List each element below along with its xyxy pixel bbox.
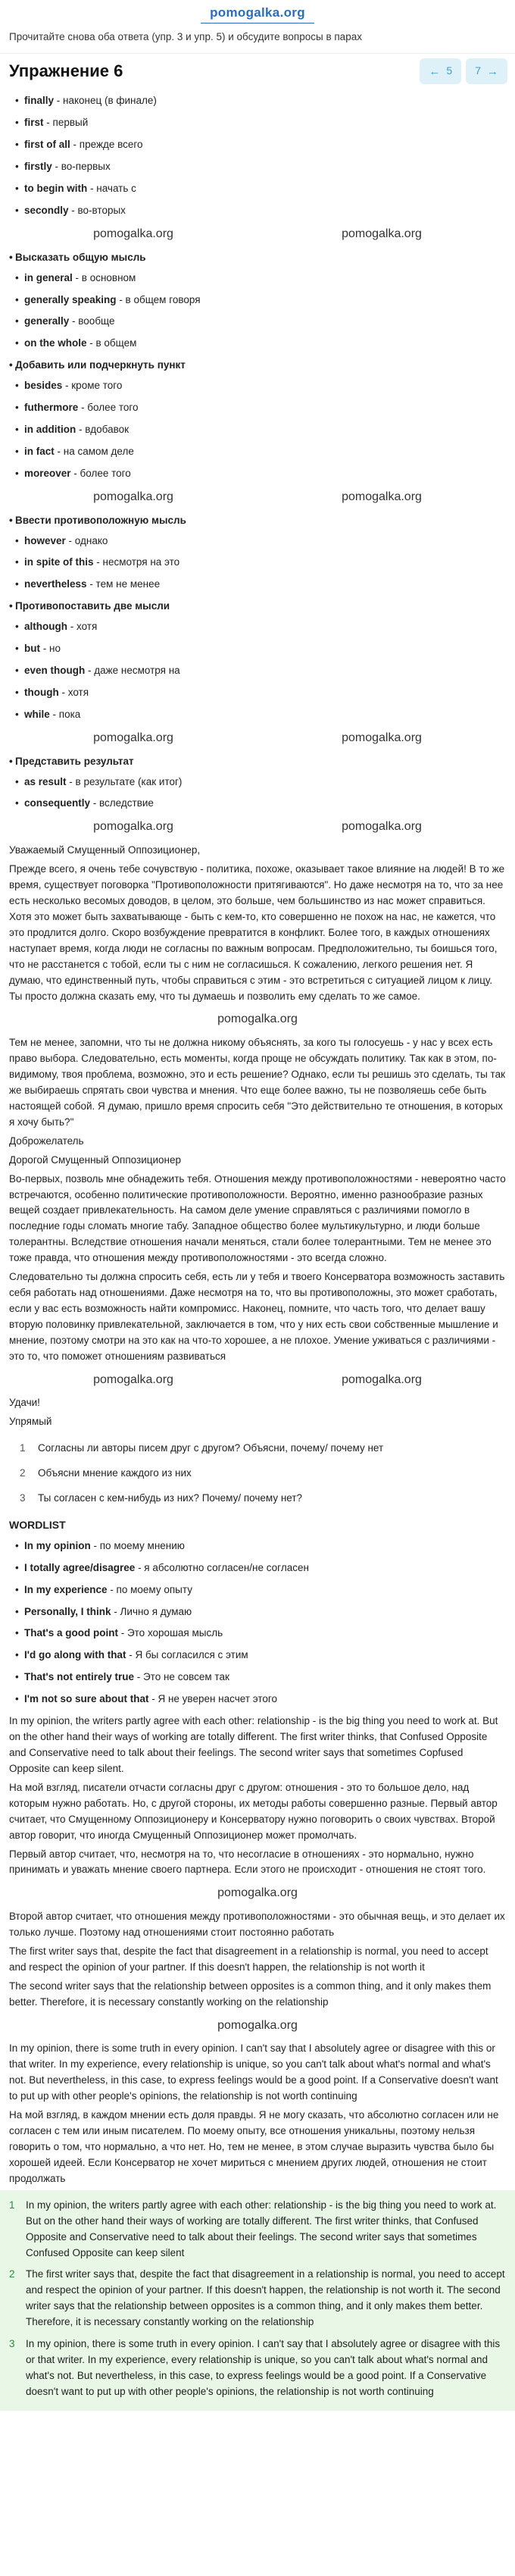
phrase-term: on the whole bbox=[24, 337, 87, 349]
answer-summary-item bbox=[9, 2264, 506, 2333]
watermark: pomogalka.org bbox=[93, 490, 173, 503]
wordlist-term: I'm not so sure about that bbox=[24, 1693, 149, 1705]
exercise-header bbox=[0, 53, 515, 90]
phrase-term: generally bbox=[24, 315, 70, 327]
wordlist-translation: - Я не уверен насчет этого bbox=[148, 1693, 278, 1705]
phrase-translation: - во-вторых bbox=[68, 204, 126, 216]
phrase-translation: - прежде всего bbox=[70, 139, 143, 151]
wordlist-item bbox=[24, 1667, 506, 1689]
watermark: pomogalka.org bbox=[342, 1373, 422, 1386]
phrase-item bbox=[24, 112, 506, 134]
phrase-translation: - начать с bbox=[87, 183, 136, 195]
answer-summary-item bbox=[9, 2195, 506, 2265]
question-text: Объясни мнение каждого из них bbox=[38, 1467, 192, 1479]
phrase-term: consequently bbox=[24, 797, 91, 809]
letter-2-tag: Упрямый bbox=[9, 1416, 52, 1428]
phrase-term: secondly bbox=[24, 204, 69, 216]
phrase-group-heading: • Противопоставить две мысли bbox=[9, 596, 506, 616]
phrase-term: however bbox=[24, 534, 66, 546]
phrase-item bbox=[24, 463, 506, 485]
letter-1-paragraph: Прежде всего, я очень тебе сочувствую - политика, похоже, оказывает такое влияние на людей! В то же время, существует поговорка "Противоположности притягиваются". Но даже несмотря на то, что за нее есть несколько весомых доводов, в целом, это больше, чем большинство из нас может справиться. Хотя это может быть захватывающе - быть с кем-то, кто совершенно не похож на нас, не кажется, что это продлится долго. Скоро возбуждение превратится в конфликт. Более того, в каждых отношениях наступает время, когда люди не согласны по важным вопросам. Предположительно, ты боишься того, что не расстанется с тобой, если ты с ним не согласишься. К сожалению, легкого решения нет. Я думаю, что единственный путь, чтобы справиться с этим - это встретиться с ситуацией лицом к лицу. Ты просто должна сказать ему, что ты думаешь и позволить ему сделать то же самое. bbox=[9, 863, 505, 1002]
phrase-translation: - однако bbox=[65, 534, 108, 546]
answer-summary-box bbox=[0, 2190, 515, 2411]
watermark: pomogalka.org bbox=[342, 731, 422, 744]
letter-1-greeting: Уважаемый Смущенный Оппозиционер, bbox=[9, 844, 201, 856]
wordlist-term: That's a good point bbox=[24, 1627, 118, 1639]
phrase-term: finally bbox=[24, 95, 55, 107]
letter-2-greeting: Дорогой Смущенный Оппозиционер bbox=[9, 1153, 182, 1166]
answer-summary-text: In my opinion, there is some truth in every opinion. I can't say that I absolutely agree or disagree with this or that writer. In my experience, every relationship is unique, so you can't talk about what's normal and what's not. But nevertheless, in this case, to express feelings would be a good point. If a Conservative doesn't want to put up with other people's opinions, the relationship is not worth continuing bbox=[26, 2338, 501, 2397]
watermark: pomogalka.org bbox=[217, 1886, 298, 1900]
phrase-item bbox=[24, 660, 506, 682]
answer-summary-text: In my opinion, the writers partly agree with each other: relationship - is the big thing you need to work at. But on the other hand their ways of working are totally different. The first writer thinks, that Confused Opposite and Conservative need to talk about their feelings. The second writer says that sometimes Confused Opposite can keep silent bbox=[26, 2199, 497, 2258]
phrase-list bbox=[9, 90, 506, 222]
phrase-translation: - вследствие bbox=[90, 797, 154, 809]
phrase-term: although bbox=[24, 621, 67, 633]
watermark-row bbox=[9, 726, 506, 751]
arrow-right-icon: → bbox=[487, 64, 498, 78]
phrase-translation: - кроме того bbox=[62, 380, 123, 392]
wordlist bbox=[9, 1535, 506, 1711]
phrase-translation: - во-первых bbox=[52, 161, 111, 173]
answers bbox=[9, 1714, 506, 2187]
phrase-item bbox=[24, 616, 506, 638]
wordlist-translation: - Лично я думаю bbox=[111, 1605, 192, 1617]
watermark: pomogalka.org bbox=[93, 731, 173, 744]
answer-paragraph: Второй автор считает, что отношения между противоположностями - это обычная вещь, и это делает их только лучше. Поэтому над отношениями стоит постоянно работать bbox=[9, 1911, 505, 1939]
phrase-item bbox=[24, 200, 506, 222]
phrase-translation: - более того bbox=[78, 402, 139, 414]
watermark-row bbox=[9, 1007, 506, 1032]
watermark: pomogalka.org bbox=[342, 490, 422, 503]
phrase-term: firstly bbox=[24, 161, 52, 173]
answer-summary-number: 1 bbox=[9, 2199, 15, 2211]
phrase-term: as result bbox=[24, 775, 67, 787]
phrase-translation: - на самом деле bbox=[54, 445, 134, 457]
phrase-group-heading: • Добавить или подчеркнуть пункт bbox=[9, 355, 506, 375]
prev-exercise-button[interactable] bbox=[420, 58, 461, 84]
phrase-term: first bbox=[24, 117, 44, 129]
phrase-translation: - в результате (как итог) bbox=[66, 775, 183, 787]
phrase-term: but bbox=[24, 643, 40, 655]
phrase-translation: - первый bbox=[43, 117, 89, 129]
question-text: Согласны ли авторы писем друг с другом? Объясни, почему/ почему нет bbox=[38, 1442, 384, 1454]
page-title: Упражнение 6 bbox=[9, 61, 123, 81]
phrase-item bbox=[24, 704, 506, 726]
phrase-item bbox=[24, 574, 506, 596]
watermark: pomogalka.org bbox=[93, 227, 173, 240]
answer-summary-text: The first writer says that, despite the fact that disagreement in a relationship is normal, you need to accept and respect the opinion of your partner. If this doesn't happen, the relationship is not worth it. The second writer says that the relationship between opposites is a common thing, and it only makes them better. Therefore, it is necessary constantly working on the relationship bbox=[26, 2268, 505, 2328]
prev-exercise-label: 5 bbox=[446, 64, 453, 77]
letter-2-paragraph: Во-первых, позволь мне обнадежить тебя. Отношения между противоположностями - невероятно часто встречаются, особенно политические противоположности. Вероятно, именно разнообразие разных вещей создает привлекательность. На самом деле умение справляться с различиями помогло в последние годы сломать многие табу. Западное общество более мультикультурно, и люди больше толерантны. Вследствие отношения начали меняться, стали более толерантными. Тем не менее это тоже правда, что отношения между противоположностями - это всегда сложно. bbox=[9, 1172, 506, 1264]
next-exercise-label: 7 bbox=[475, 64, 481, 77]
wordlist-translation: - по моему мнению bbox=[90, 1539, 185, 1551]
phrase-list bbox=[9, 375, 506, 485]
watermark: pomogalka.org bbox=[217, 1013, 298, 1026]
watermark: pomogalka.org bbox=[93, 1373, 173, 1386]
phrase-item bbox=[24, 178, 506, 200]
wordlist-item bbox=[24, 1579, 506, 1601]
watermark: pomogalka.org bbox=[342, 227, 422, 240]
question-item bbox=[9, 1486, 506, 1511]
phrase-item bbox=[24, 290, 506, 311]
phrase-item bbox=[24, 441, 506, 463]
phrase-item bbox=[24, 134, 506, 156]
answer-paragraph: The second writer says that the relationship between opposites is a common thing, and it only makes them better. Therefore, it is necessary constantly working on the relationship bbox=[9, 1980, 492, 2008]
question-number: 3 bbox=[20, 1492, 26, 1504]
phrase-item bbox=[24, 682, 506, 704]
instruction-text: Прочитайте снова оба ответа (упр. 3 и упр. 5) и обсудите вопросы в парах bbox=[9, 31, 362, 43]
watermark-row bbox=[9, 222, 506, 247]
exercise-nav bbox=[420, 58, 507, 84]
watermark-row bbox=[9, 1368, 506, 1393]
answer-paragraph: In my opinion, there is some truth in every opinion. I can't say that I absolutely agree or disagree with this or that writer. In my experience, every relationship is unique, so you can't talk about what's normal and what's not. But nevertheless, in this case, to express feelings would be a good point. If a Conservative doesn't want to put up with other people's opinions, the relationship is not worth continuing bbox=[9, 2042, 498, 2102]
watermark-row bbox=[9, 2014, 506, 2039]
phrase-term: in addition bbox=[24, 424, 76, 436]
phrase-translation: - вдобавок bbox=[76, 424, 130, 436]
letter-2-sign: Удачи! bbox=[9, 1397, 40, 1409]
question-number: 1 bbox=[20, 1442, 26, 1454]
wordlist-term: In my experience bbox=[24, 1583, 108, 1595]
wordlist-item bbox=[24, 1557, 506, 1579]
phrase-item bbox=[24, 419, 506, 441]
wordlist-translation: - по моему опыту bbox=[107, 1583, 192, 1595]
phrase-translation: - тем не менее bbox=[86, 578, 161, 590]
phrase-translation: - в основном bbox=[72, 271, 136, 283]
wordlist-translation: - Я бы согласился с этим bbox=[126, 1649, 248, 1661]
watermark-row bbox=[9, 485, 506, 510]
phrase-term: futhermore bbox=[24, 402, 79, 414]
wordlist-term: I totally agree/disagree bbox=[24, 1561, 136, 1573]
phrase-item bbox=[24, 311, 506, 333]
phrase-group-heading: • Представить результат bbox=[9, 751, 506, 772]
wordlist-item bbox=[24, 1535, 506, 1557]
phrase-item bbox=[24, 531, 506, 552]
letter-1-paragraph: Тем не менее, запомни, что ты не должна никому объяснять, за кого ты голосуешь - у нас у всех есть право выбора. Следовательно, есть моменты, когда проще не обсуждать политику. Так как в этом, по-видимому, твоя проблема, возможно, это и есть решение? Однако, если ты решишь это сделать, ты так же выбираешь спрятать свои чувства и мнения. Что еще более важно, ты не позволяешь себе быть настоящей собой. Я думаю, пришло время спросить себя "Это действительно те отношения, в которых я хочу быть?" bbox=[9, 1037, 506, 1128]
answer-summary-number: 3 bbox=[9, 2338, 15, 2350]
answer-summary-item bbox=[9, 2333, 506, 2403]
question-item bbox=[9, 1461, 506, 1486]
phrase-item bbox=[24, 772, 506, 793]
exercise-content bbox=[0, 90, 515, 2186]
wordlist-item bbox=[24, 1645, 506, 1667]
wordlist-item bbox=[24, 1689, 506, 1711]
watermark: pomogalka.org bbox=[93, 820, 173, 834]
phrase-term: in spite of this bbox=[24, 556, 94, 568]
phrase-groups bbox=[9, 90, 506, 815]
phrase-term: first of all bbox=[24, 139, 70, 151]
phrase-list bbox=[9, 531, 506, 596]
question-item bbox=[9, 1436, 506, 1461]
phrase-list bbox=[9, 616, 506, 726]
phrase-item bbox=[24, 90, 506, 112]
phrase-item bbox=[24, 156, 506, 178]
phrase-item bbox=[24, 375, 506, 397]
site-logo[interactable]: pomogalka.org bbox=[0, 5, 515, 23]
wordlist-term: I'd go along with that bbox=[24, 1649, 126, 1661]
watermark: pomogalka.org bbox=[342, 820, 422, 834]
letter-1 bbox=[9, 843, 506, 1149]
letter-2-paragraph: Следовательно ты должна спросить себя, есть ли у тебя и твоего Консерватора возможность заставить себя работать над отношениями. Даже несмотря на то, что вы противоположны, это может сработать, если у вас есть возможность найти компромисс. Наконец, помните, что часть того, что делает вашу вторую половинку привлекательной, заключается в том, что у них есть свои собственные мышление и мнение, поэтому смотри на это как на что-то хорошее, а не плохое. Умение уживаться с различиями - это то, что поможет отношениям развиваться bbox=[9, 1271, 505, 1362]
answer-paragraph: На мой взгляд, писатели отчасти согласны друг с другом: отношения - это то большое дело, над которым нужно работать. Но, с другой стороны, их методы работы совершенно разные. Первый автор считает, что Смущенному Оппозиционеру и Консерватору нужно поговорить о своих чувствах. Второй автор говорит, что иногда Смущенный Оппозиционер может промолчать. bbox=[9, 1781, 498, 1841]
phrase-translation: - но bbox=[40, 643, 61, 655]
question-text: Ты согласен с кем-нибудь из них? Почему/ почему нет? bbox=[38, 1492, 303, 1504]
wordlist-term: Personally, I think bbox=[24, 1605, 111, 1617]
phrase-list bbox=[9, 772, 506, 815]
phrase-list bbox=[9, 268, 506, 355]
phrase-term: in fact bbox=[24, 445, 55, 457]
phrase-group-heading: • Ввести противоположную мысль bbox=[9, 510, 506, 531]
wordlist-heading: WORDLIST bbox=[9, 1519, 66, 1532]
wordlist-term: In my opinion bbox=[24, 1539, 91, 1551]
wordlist-item bbox=[24, 1601, 506, 1623]
phrase-translation: - более того bbox=[70, 467, 131, 479]
phrase-translation: - даже несмотря на bbox=[85, 665, 180, 677]
phrase-group-heading: • Высказать общую мысль bbox=[9, 247, 506, 268]
wordlist-translation: - Это хорошая мысль bbox=[117, 1627, 223, 1639]
watermark-row bbox=[9, 815, 506, 840]
phrase-translation: - наконец (в финале) bbox=[54, 95, 157, 107]
answer-paragraph: In my opinion, the writers partly agree with each other: relationship - is the big thing you need to work at. But on the other hand their ways of working are totally different. The first writer thinks, that Confused Opposite and Conservative need to talk about their feelings. The second writer says that sometimes Copfused Opposite can keep silent. bbox=[9, 1715, 498, 1774]
wordlist-item bbox=[24, 1623, 506, 1645]
phrase-translation: - в общем bbox=[86, 337, 137, 349]
letter-2 bbox=[9, 1153, 506, 1431]
next-exercise-button[interactable] bbox=[466, 58, 507, 84]
answer-summary-number: 2 bbox=[9, 2268, 15, 2280]
answer-paragraph: На мой взгляд, в каждом мнении есть доля правды. Я не могу сказать, что абсолютно согласен или не согласен с тем или иным писателем. По моему опыту, все отношения уникальны, поэтому нельзя говорить о том, что нормально, а что нет. Но, тем не менее, в этом случае выразить чувства было бы хорошей идеей. Если Консерватор не хочет мириться с мнением других людей, отношения не стоит продолжать bbox=[9, 2109, 499, 2184]
phrase-term: to begin with bbox=[24, 183, 88, 195]
watermark: pomogalka.org bbox=[217, 2018, 298, 2032]
phrase-term: nevertheless bbox=[24, 578, 87, 590]
phrase-term: moreover bbox=[24, 467, 71, 479]
answer-paragraph: The first writer says that, despite the fact that disagreement in a relationship is normal, you need to accept and respect the opinion of your partner. If this doesn't happen, the relationship is not worth it bbox=[9, 1945, 488, 1973]
wordlist-translation: - я абсолютно согласен/не согласен bbox=[135, 1561, 309, 1573]
phrase-term: even though bbox=[24, 665, 86, 677]
phrase-item bbox=[24, 552, 506, 574]
phrase-term: besides bbox=[24, 380, 63, 392]
phrase-term: while bbox=[24, 708, 50, 720]
wordlist-term: That's not entirely true bbox=[24, 1671, 134, 1683]
phrase-term: though bbox=[24, 687, 59, 698]
phrase-term: in general bbox=[24, 271, 73, 283]
phrase-translation: - несмотря на это bbox=[93, 556, 180, 568]
phrase-translation: - хотя bbox=[67, 621, 98, 633]
letter-1-sign: Доброжелатель bbox=[9, 1135, 84, 1147]
wordlist-translation: - Это не совсем так bbox=[133, 1671, 229, 1683]
answer-paragraph: Первый автор считает, что, несмотря на то, что несогласие в отношениях - это нормально, нужно принимать и уважать мнение своего партнера. Если этого не происходит - отношения не стоят того. bbox=[9, 1848, 486, 1876]
arrow-left-icon: ← bbox=[429, 64, 441, 78]
questions-list bbox=[9, 1436, 506, 1511]
phrase-translation: - пока bbox=[49, 708, 81, 720]
watermark-row bbox=[9, 1881, 506, 1906]
phrase-item bbox=[24, 638, 506, 660]
phrase-item bbox=[24, 397, 506, 419]
question-number: 2 bbox=[20, 1467, 26, 1479]
phrase-item bbox=[24, 333, 506, 355]
phrase-translation: - хотя bbox=[58, 687, 89, 698]
site-header bbox=[0, 0, 515, 23]
phrase-translation: - в общем говоря bbox=[116, 293, 201, 305]
phrase-item bbox=[24, 793, 506, 815]
phrase-translation: - вообще bbox=[69, 315, 115, 327]
phrase-item bbox=[24, 268, 506, 290]
phrase-term: generally speaking bbox=[24, 293, 117, 305]
